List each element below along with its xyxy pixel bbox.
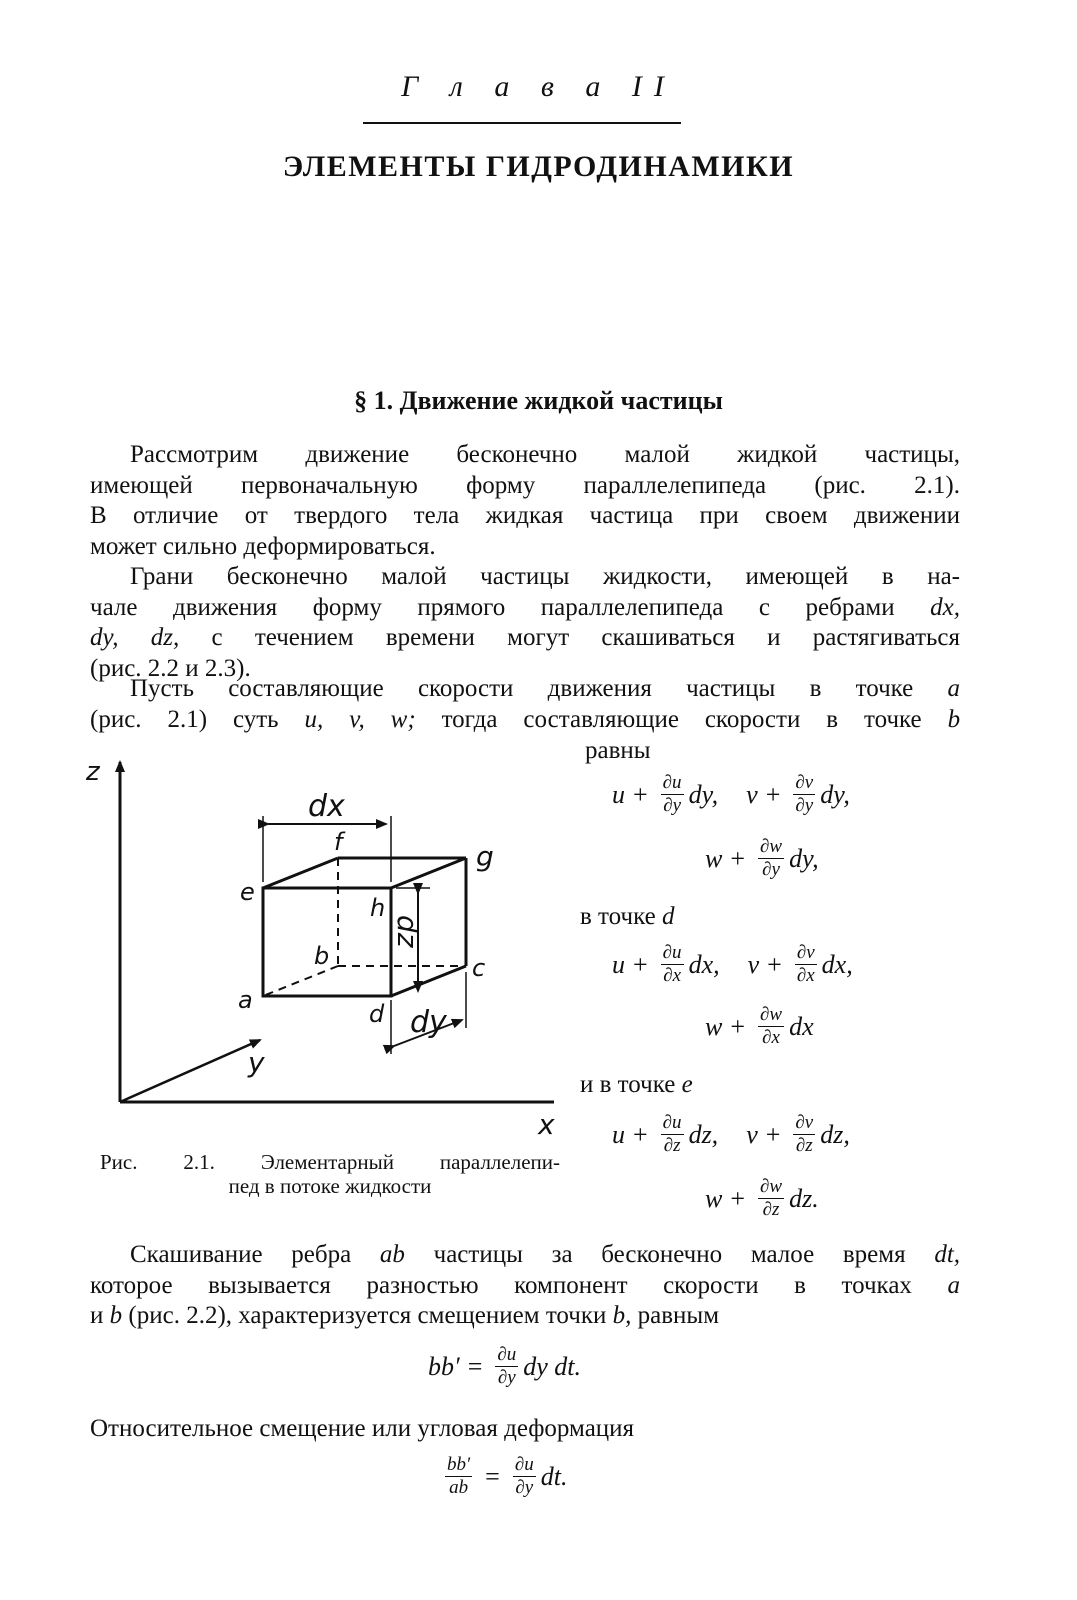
point-g-label: g bbox=[476, 840, 494, 873]
paragraph-3 bbox=[90, 674, 960, 735]
chapter-title: ЭЛЕМЕНТЫ ГИДРОДИНАМИКИ bbox=[282, 150, 795, 183]
in-point-e: и в точке e bbox=[580, 1071, 693, 1098]
axis-y-label: y bbox=[248, 1046, 265, 1079]
point-c-label: c bbox=[472, 954, 486, 982]
text-line: и b (рис. 2.2), характеризуется смещением точки b, равным bbox=[90, 1302, 720, 1329]
formula-e-uv: u + $\frac{\partial u}{\partial z}$ dz, v + $\frac{\partial v}{\partial z}$ dz, bbox=[612, 1112, 850, 1156]
formula-b-w: w + $\frac{\partial w}{\partial y}$ dy, bbox=[705, 836, 819, 880]
text-line: имеющей первоначальную форму параллелепипеда (рис. 2.1). bbox=[90, 471, 960, 499]
section-heading: § 1. Движение жидкой частицы bbox=[354, 386, 723, 415]
text-line: которое вызывается разностью компонент скорости в точках a bbox=[90, 1271, 960, 1299]
paragraph-1 bbox=[90, 440, 960, 562]
paragraph-2 bbox=[90, 562, 960, 684]
text-line: чале движения форму прямого параллелепипеда с ребрами dx, bbox=[90, 593, 961, 621]
paragraph-5: Относительное смещение или угловая деформация bbox=[90, 1415, 635, 1442]
point-e-label: e bbox=[240, 878, 255, 906]
chapter-rule bbox=[363, 122, 681, 124]
text-line: может сильно деформироваться. bbox=[90, 532, 436, 560]
text-line: (рис. 2.2 и 2.3). bbox=[90, 654, 251, 682]
point-a-label: a bbox=[238, 986, 253, 1014]
axis-z-label: z bbox=[86, 757, 100, 787]
text-line: В отличие от твердого тела жидкая частица при своем движении bbox=[90, 502, 960, 529]
formula-e-w: w + $\frac{\partial w}{\partial z}$ dz. bbox=[705, 1176, 819, 1220]
formula-b-uv: u + $\frac{\partial u}{\partial y}$ dy, v + $\frac{\partial v}{\partial y}$ dy, bbox=[612, 772, 850, 816]
dim-dx-label: dx bbox=[308, 789, 345, 824]
formula-angular-deformation: $\frac{bb'}{ab}$ = $\frac{\partial u}{\partial y}$ dt. bbox=[447, 1454, 568, 1498]
axis-x-label: x bbox=[538, 1108, 555, 1141]
dim-dy-label: dy bbox=[410, 1005, 447, 1040]
dim-dz-label: dz bbox=[391, 915, 424, 948]
formula-bb-prime: bb′ = $\frac{\partial u}{\partial y}$ dy dt. bbox=[428, 1344, 582, 1388]
text-line: Пусть составляющие скорости движения частицы в точке a bbox=[130, 675, 960, 702]
formula-d-uv: u + $\frac{\partial u}{\partial x}$ dx, v + $\frac{\partial v}{\partial x}$ dx, bbox=[612, 942, 853, 986]
equal-word: равны bbox=[585, 737, 651, 764]
point-b-label: b bbox=[314, 942, 330, 970]
figure-caption bbox=[100, 1150, 560, 1198]
text-line: Рассмотрим движение бесконечно малой жидкой частицы, bbox=[130, 441, 960, 468]
formula-d-w: w + $\frac{\partial w}{\partial x}$ dx bbox=[705, 1004, 814, 1048]
point-h-label: h bbox=[370, 894, 386, 922]
text-line: dy, dz, с течением времени могут скашиваться и растягиваться bbox=[90, 624, 961, 651]
figure-parallelepiped bbox=[80, 750, 570, 1150]
paragraph-4 bbox=[90, 1240, 960, 1332]
caption-line: пед в потоке жидкости bbox=[228, 1174, 432, 1198]
axis-y-arrow bbox=[120, 1040, 260, 1102]
chapter-heading: Г л а в а II bbox=[401, 70, 676, 103]
text-line: Скашивание ребра ab частицы за бесконечно малое время dt, bbox=[130, 1241, 961, 1268]
point-f-label: f bbox=[334, 828, 343, 856]
text-line: (рис. 2.1) суть u, v, w; тогда составляющие скорости в точке b bbox=[90, 705, 961, 733]
text-line: Грани бесконечно малой частицы жидкости, имеющей в на- bbox=[130, 563, 960, 590]
in-point-d: в точке d bbox=[580, 903, 675, 930]
point-d-label: d bbox=[369, 1000, 385, 1028]
caption-line: Рис. 2.1. Элементарный параллелепи- bbox=[100, 1150, 560, 1174]
